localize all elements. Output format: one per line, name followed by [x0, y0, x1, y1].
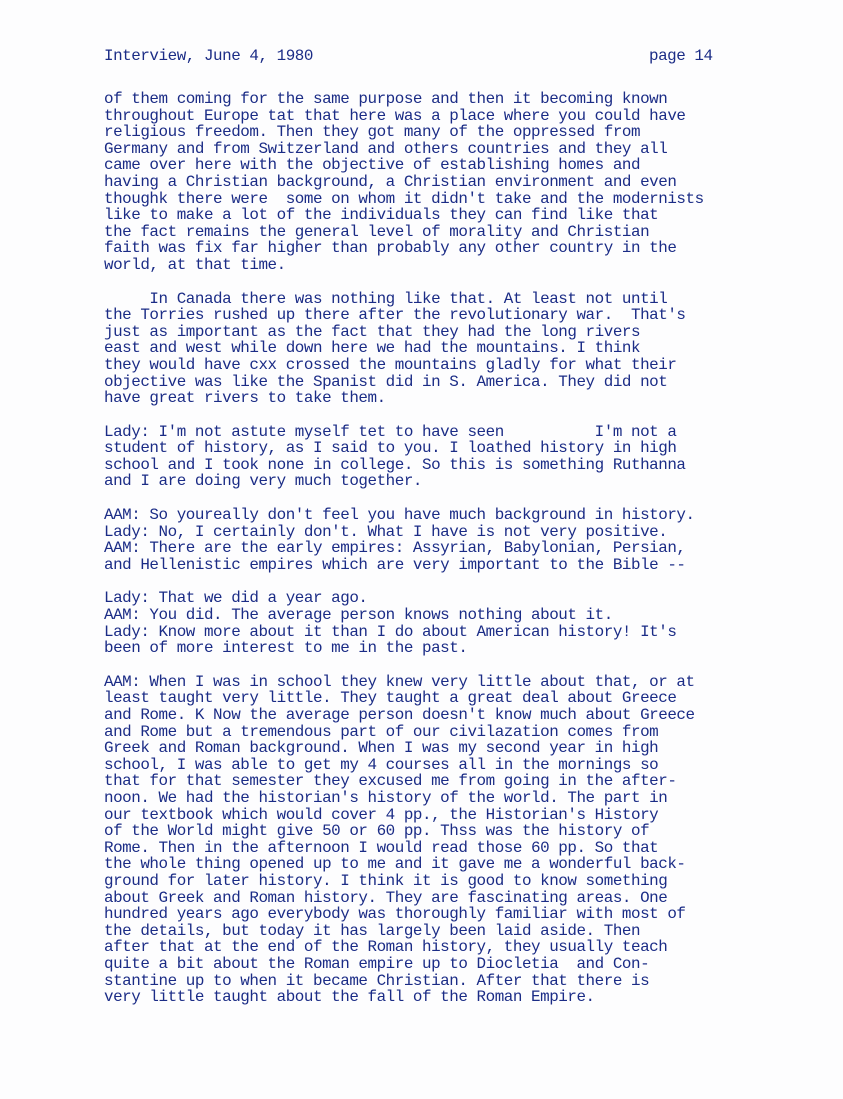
text-line: religious freedom. Then they got many of the oppressed from: [104, 123, 641, 142]
text-line: that for that semester they excused me from going in the after-: [104, 772, 677, 791]
text-line: world, at that time.: [104, 255, 286, 274]
text-line: after that at the end of the Roman history, they usually teach: [104, 938, 668, 957]
text-line: objective was like the Spanist did in S. America. They did not: [104, 372, 668, 391]
text-line: throughout Europe tat that here was a place where you could have: [104, 106, 686, 125]
text-line: the whole thing opened up to me and it gave me a wonderful back-: [104, 855, 686, 874]
text-line: quite a bit about the Roman empire up to Diocletia and Con-: [104, 954, 650, 973]
text-line: been of more interest to me in the past.: [104, 639, 468, 658]
text-line: In Canada there was nothing like that. At least not until: [104, 289, 668, 308]
text-line: and Hellenistic empires which are very important to the Bible --: [104, 555, 686, 574]
text-line: Germany and from Switzerland and others countries and they all: [104, 139, 668, 158]
text-line: AAM: There are the early empires: Assyrian, Babylonian, Persian,: [104, 539, 686, 558]
text-line: Lady: Know more about it than I do about American history! It's: [104, 622, 677, 641]
text-line: faith was fix far higher than probably any other country in the: [104, 239, 677, 258]
text-line: thoughk there were some on whom it didn't take and the modernists: [104, 189, 704, 208]
text-line: came over here with the objective of establishing homes and: [104, 156, 641, 175]
text-line: noon. We had the historian's history of the world. The part in: [104, 788, 668, 807]
text-line: and Rome but a tremendous part of our civilazation comes from: [104, 722, 659, 741]
text-line: about Greek and Roman history. They are fascinating areas. One: [104, 888, 668, 907]
text-line: Lady: I'm not astute myself tet to have seen I'm not a: [104, 422, 677, 441]
text-line: having a Christian background, a Christian environment and even: [104, 172, 677, 191]
text-line: Lady: That we did a year ago.: [104, 589, 368, 608]
text-line: just as important as the fact that they had the long rivers: [104, 322, 641, 341]
paragraph: [104, 291, 794, 407]
text-line: Greek and Roman background. When I was my second year in high: [104, 739, 659, 758]
text-line: of them coming for the same purpose and then it becoming known: [104, 90, 668, 108]
text-line: school, I was able to get my 4 courses all in the mornings so: [104, 755, 659, 774]
paragraph: [104, 674, 794, 1006]
text-line: like to make a lot of the individuals they can find like that: [104, 206, 659, 225]
paragraph: [104, 590, 794, 656]
text-line: and I are doing very much together.: [104, 472, 423, 491]
text-line: the Torries rushed up there after the revolutionary war. That's: [104, 306, 686, 325]
text-line: our textbook which would cover 4 pp., the Historian's History: [104, 805, 659, 824]
text-line: stantine up to when it became Christian. After that there is: [104, 971, 650, 990]
text-line: AAM: When I was in school they knew very little about that, or at: [104, 672, 695, 691]
text-line: they would have cxx crossed the mountains gladly for what their: [104, 355, 677, 374]
text-line: ground for later history. I think it is good to know something: [104, 871, 668, 890]
text-line: and Rome. K Now the average person doesn't know much about Greece: [104, 706, 695, 724]
paragraph: [104, 91, 794, 274]
text-line: school and I took none in college. So this is something Ruthanna: [104, 455, 686, 474]
page-header: [104, 48, 724, 68]
text-line: least taught very little. They taught a great deal about Greece: [104, 689, 677, 708]
text-line: hundred years ago everybody was thoroughly familiar with most of: [104, 905, 686, 924]
interview-title: Interview, June 4, 1980: [104, 47, 313, 65]
text-line: AAM: You did. The average person knows nothing about it.: [104, 606, 613, 625]
text-line: the details, but today it has largely been laid aside. Then: [104, 921, 641, 940]
text-line: student of history, as I said to you. I loathed history in high: [104, 439, 677, 458]
text-line: have great rivers to take them.: [104, 389, 386, 408]
text-line: of the World might give 50 or 60 pp. Thss was the history of: [104, 822, 650, 841]
text-line: Lady: No, I certainly don't. What I have is not very positive.: [104, 522, 668, 541]
page-number: page 14: [649, 47, 713, 65]
text-line: Rome. Then in the afternoon I would read those 60 pp. So that: [104, 838, 659, 857]
paragraph: [104, 424, 794, 490]
paragraph: [104, 507, 794, 573]
text-line: very little taught about the fall of the Roman Empire.: [104, 988, 595, 1007]
transcript-body: [104, 91, 794, 1023]
text-line: AAM: So youreally don't feel you have much background in history.: [104, 506, 695, 525]
text-line: east and west while down here we had the mountains. I think: [104, 339, 641, 358]
text-line: the fact remains the general level of morality and Christian: [104, 222, 650, 241]
